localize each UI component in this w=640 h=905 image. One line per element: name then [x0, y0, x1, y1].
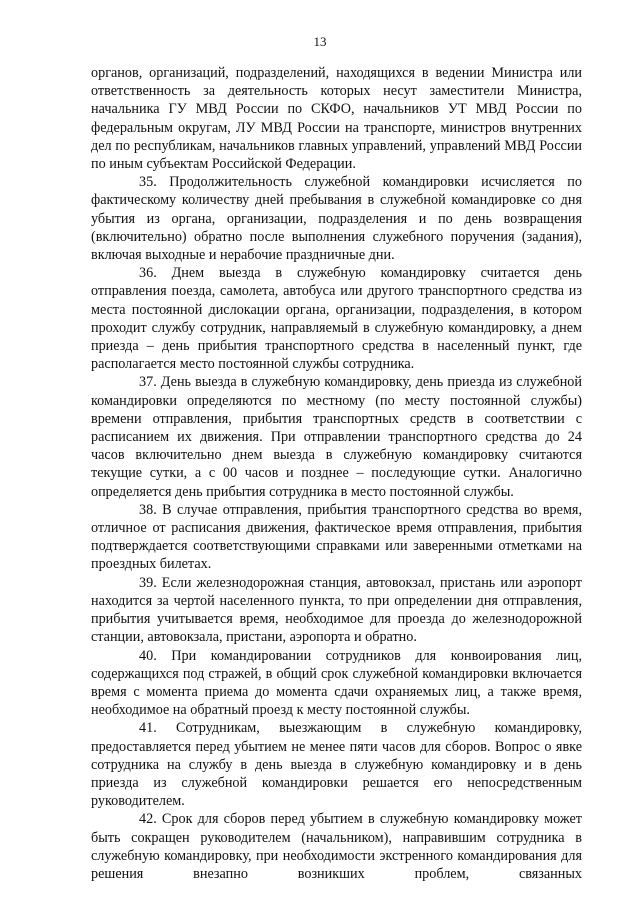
paragraph-37: 37. День выезда в служебную командировку, день приезда из служебной командировки определяются по местному (по месту постоянной службы) времени отправления, прибытия транспортных средств в соответствии с расписанием их движения. При отправлении транспортного средства до 24 часов включительно днем выезда в служебную командировку считаются текущие сутки, а с 00 часов и позднее – последующие сутки. Аналогично определяется день прибытия сотрудника в место постоянной службы. [91, 374, 582, 500]
document-body [91, 64, 582, 883]
paragraph-40: 40. При командировании сотрудников для конвоирования лиц, содержащихся под стражей, в общий срок служебной командировки включается время с момента приема до момента сдачи охраняемых лиц, а также время, необходимое на обратный проезд к месту постоянной службы. [91, 647, 582, 719]
paragraph-42: 42. Срок для сборов перед убытием в служебную командировку может быть сокращен руководителем (начальником), направившим сотрудника в служебную командировку, при необходимости экстренного командирования для решения внезапно возникших проблем, связанных [91, 811, 582, 882]
paragraph-35: 35. Продолжительность служебной командировки исчисляется по фактическому количеству дней пребывания в служебной командировке со дня убытия из органа, организации, подразделения и по день возвращения (включительно) обратно после выполнения служебного поручения (задания), включая выходные и нерабочие праздничные дни. [91, 174, 582, 264]
paragraph-36: 36. Днем выезда в служебную командировку считается день отправления поезда, самолета, автобуса или другого транспортного средства из места постоянной дислокации органа, организации, подразделения, в котором проходит службу сотрудник, направляемый в служебную командировку, а днем приезда – день прибытия транспортного средства в населенный пункт, где располагается место постоянной службы сотрудника. [91, 265, 582, 373]
paragraph-continuation: органов, организаций, подразделений, находящихся в ведении Министра или ответственность за деятельность которых несут заместители Министра, начальника ГУ МВД России по СКФО, начальников УТ МВД России по федеральным округам, ЛУ МВД России на транспорте, министров внутренних дел по республикам, начальников главных управлений, управлений МВД России по иным субъектам Российской Федерации. [91, 65, 582, 173]
paragraph-38: 38. В случае отправления, прибытия транспортного средства во время, отличное от расписания движения, фактическое время отправления, прибытия подтверждается соответствующими справками или заверенными отметками на проездных билетах. [91, 501, 582, 573]
paragraph-39: 39. Если железнодорожная станция, автовокзал, пристань или аэропорт находится за чертой населенного пункта, то при определении дня отправления, прибытия учитывается время, необходимое для проезда до железнодорожной станции, автовокзала, пристани, аэропорта и обратно. [91, 574, 582, 646]
paragraph-41: 41. Сотрудникам, выезжающим в служебную командировку, предоставляется перед убытием не менее пяти часов для сборов. Вопрос о явке сотрудника на службу в день выезда в служебную командировку и в день приезда из служебной командировки решается его непосредственным руководителем. [91, 720, 582, 810]
page-number: 13 [313, 34, 327, 49]
